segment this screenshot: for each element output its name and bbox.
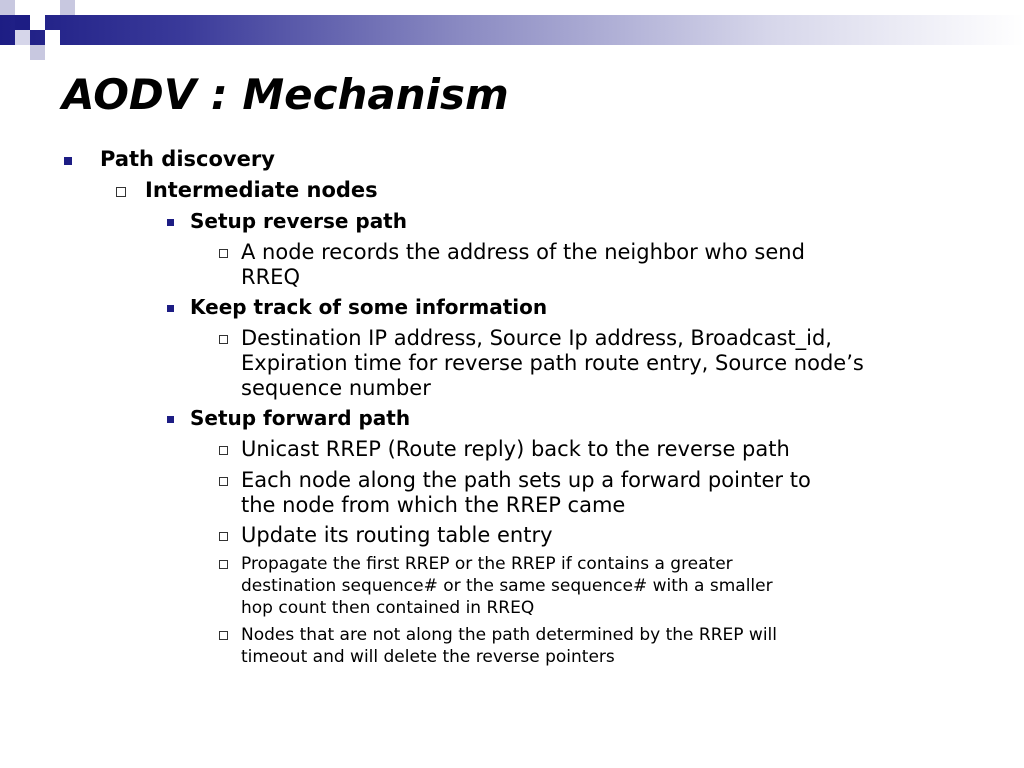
hollow-square-bullet-icon [219,631,228,640]
text-line: destination sequence# or the same sequence# with a smaller [241,576,773,596]
text-line: Unicast RREP (Route reply) back to the reverse path [241,437,790,461]
bullet-setup-reverse-path: Setup reverse path [190,209,407,233]
bullet-track-detail [241,326,864,401]
text-line: A node records the address of the neighbor who send [241,240,805,264]
text-line: RREQ [241,265,300,289]
filled-square-bullet-icon [167,416,174,423]
text-line: Update its routing table entry [241,523,553,547]
header-gradient-band [0,15,1024,45]
filled-square-bullet-icon [64,157,72,165]
bullet-reverse-detail [241,240,805,290]
bullet-path-discovery: Path discovery [100,147,275,171]
decor-square [45,30,60,45]
hollow-square-bullet-icon [219,560,228,569]
text-line: Each node along the path sets up a forward pointer to [241,468,811,492]
bullet-pointer-detail [241,468,811,518]
decor-square [30,15,45,30]
bullet-setup-forward-path: Setup forward path [190,406,411,430]
text-line: sequence number [241,376,431,400]
decor-square [0,0,15,15]
bullet-unicast-detail [241,437,790,462]
filled-square-bullet-icon [167,305,174,312]
slide-title: AODV : Mechanism [62,70,509,119]
hollow-square-bullet-icon [219,335,228,344]
bullet-keep-track: Keep track of some information [190,295,548,319]
decor-square [15,15,30,30]
text-line: the node from which the RREP came [241,493,626,517]
hollow-square-bullet-icon [219,249,228,258]
decor-square [15,30,30,45]
bullet-propagate-detail [241,553,773,619]
text-line: timeout and will delete the reverse pointers [241,647,615,667]
filled-square-bullet-icon [167,219,174,226]
hollow-square-bullet-icon [116,187,126,197]
hollow-square-bullet-icon [219,446,228,455]
hollow-square-bullet-icon [219,532,228,541]
bullet-timeout-detail [241,624,777,668]
text-line: Nodes that are not along the path determined by the RREP will [241,625,777,645]
decor-square [60,0,75,15]
decor-square [30,45,45,60]
text-line: Propagate the first RREP or the RREP if contains a greater [241,554,733,574]
text-line: Expiration time for reverse path route entry, Source node’s [241,351,864,375]
bullet-intermediate-nodes: Intermediate nodes [145,178,378,202]
hollow-square-bullet-icon [219,477,228,486]
bullet-update-detail [241,523,553,548]
text-line: Destination IP address, Source Ip address, Broadcast_id, [241,326,832,350]
text-line: hop count then contained in RREQ [241,598,535,618]
